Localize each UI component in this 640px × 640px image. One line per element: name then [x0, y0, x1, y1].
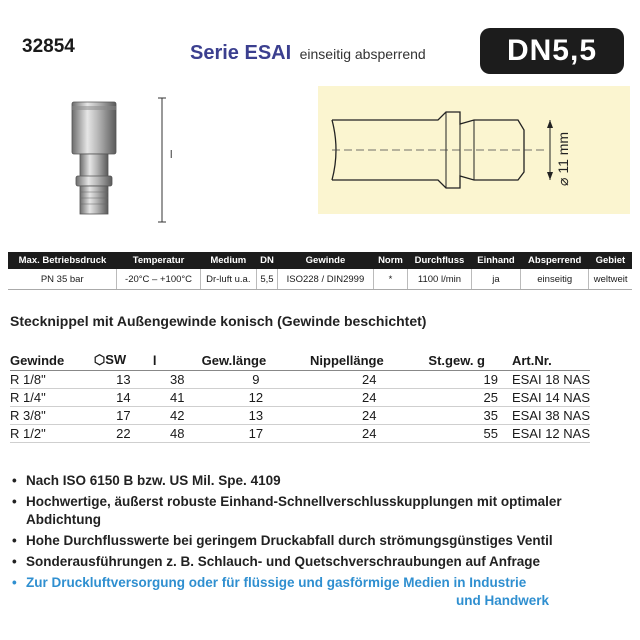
list-item [10, 553, 620, 571]
product-photo [58, 96, 178, 228]
cell-article-number: ESAI 38 NAS [511, 408, 590, 423]
variant-header: ⬡SW [94, 350, 153, 371]
list-item-highlight [10, 574, 620, 610]
cell-weight: 25 [483, 390, 498, 405]
cell-nipple-length: 24 [361, 390, 377, 405]
spec-header: Einhand [471, 252, 520, 269]
feature-text-continued: und Handwerk [456, 593, 550, 608]
cell-thread-length: 12 [248, 390, 264, 405]
spec-header: DN [256, 252, 277, 269]
article-number: 32854 [22, 36, 75, 57]
diameter-label: ⌀ 11 mm [555, 131, 571, 186]
feature-text-continued: Abdichtung [26, 512, 101, 527]
variant-header: Gew.länge [202, 350, 310, 371]
spec-value-row [8, 269, 632, 290]
feature-text: Sonderausführungen z. B. Schlauch- und Quetschverschraubungen auf Anfrage [26, 554, 541, 569]
list-item [10, 532, 620, 550]
spec-value: PN 35 bar [8, 269, 117, 290]
spec-header: Max. Betriebsdruck [8, 252, 117, 269]
spec-value: ISO228 / DIN2999 [278, 269, 374, 290]
bullet-icon: • [12, 473, 17, 488]
cell-thread-length: 13 [248, 408, 264, 423]
table-row [10, 425, 590, 443]
cell-sw: 17 [116, 408, 131, 423]
cell-thread: R 1/2" [10, 426, 46, 441]
table-row [10, 407, 590, 425]
feature-list [10, 472, 620, 613]
series-subtitle: einseitig absperrend [299, 46, 426, 62]
cell-thread: R 3/8" [10, 408, 46, 423]
cell-length: 48 [170, 426, 185, 441]
variant-header: Art.Nr. [512, 350, 590, 371]
variant-header: l [153, 350, 202, 371]
variant-header: St.gew. g [428, 350, 512, 371]
spec-value: einseitig [521, 269, 589, 290]
technical-drawing [318, 86, 630, 214]
cell-weight: 35 [483, 408, 498, 423]
cell-article-number: ESAI 18 NAS [511, 372, 590, 387]
cell-length: 42 [170, 408, 185, 423]
variant-header: Nippellänge [310, 350, 428, 371]
bullet-icon: • [12, 554, 17, 569]
variant-header: Gewinde [10, 350, 94, 371]
cell-sw: 14 [116, 390, 131, 405]
variant-table [10, 350, 590, 443]
cell-length: 41 [170, 390, 185, 405]
spec-table [8, 252, 632, 290]
dn-badge: DN5,5 [480, 28, 624, 74]
list-item [10, 472, 620, 490]
spec-value: Dr-luft u.a. [200, 269, 256, 290]
cell-length: 38 [170, 372, 185, 387]
cell-weight: 55 [483, 426, 498, 441]
spec-value: -20°C – +100°C [117, 269, 200, 290]
cell-thread-length: 17 [248, 426, 264, 441]
spec-header: Gewinde [278, 252, 374, 269]
series-title [190, 42, 426, 65]
cell-nipple-length: 24 [361, 426, 377, 441]
cell-sw: 22 [116, 426, 131, 441]
cell-article-number: ESAI 14 NAS [511, 390, 590, 405]
spec-header: Durchfluss [408, 252, 472, 269]
spec-value: 5,5 [256, 269, 277, 290]
feature-text: Nach ISO 6150 B bzw. US Mil. Spe. 4109 [26, 473, 281, 488]
spec-header: Norm [373, 252, 407, 269]
spec-value: weltweit [589, 269, 632, 290]
cell-thread-length: 9 [252, 372, 260, 387]
length-label: l [170, 149, 173, 161]
feature-text: Zur Druckluftversorgung oder für flüssige und gasförmige Medien in Industrie [26, 575, 527, 590]
bullet-icon: • [12, 533, 17, 548]
spec-header: Temperatur [117, 252, 200, 269]
spec-header: Gebiet [589, 252, 632, 269]
list-item [10, 493, 620, 529]
cell-thread: R 1/8" [10, 372, 46, 387]
spec-header: Medium [200, 252, 256, 269]
cell-sw: 13 [116, 372, 131, 387]
series-name: Serie ESAI [190, 42, 292, 64]
spec-header-row [8, 252, 632, 269]
spec-header: Absperrend [521, 252, 589, 269]
spec-value: ja [471, 269, 520, 290]
cell-nipple-length: 24 [361, 372, 377, 387]
spec-value: * [373, 269, 407, 290]
table-row [10, 371, 590, 389]
feature-text: Hochwertige, äußerst robuste Einhand-Schnellverschlusskupplungen mit optimaler [26, 494, 562, 509]
cell-article-number: ESAI 12 NAS [511, 426, 590, 441]
cell-thread: R 1/4" [10, 390, 46, 405]
section-subtitle: Stecknippel mit Außengewinde konisch (Gewinde beschichtet) [10, 313, 427, 329]
bullet-icon: • [12, 494, 17, 509]
variant-header-row [10, 350, 590, 371]
spec-value: 1100 l/min [408, 269, 472, 290]
cell-weight: 19 [483, 372, 498, 387]
bullet-icon: • [12, 575, 17, 590]
table-row [10, 389, 590, 407]
cell-nipple-length: 24 [361, 408, 377, 423]
feature-text: Hohe Durchflusswerte bei geringem Druckabfall durch strömungsgünstiges Ventil [26, 533, 553, 548]
